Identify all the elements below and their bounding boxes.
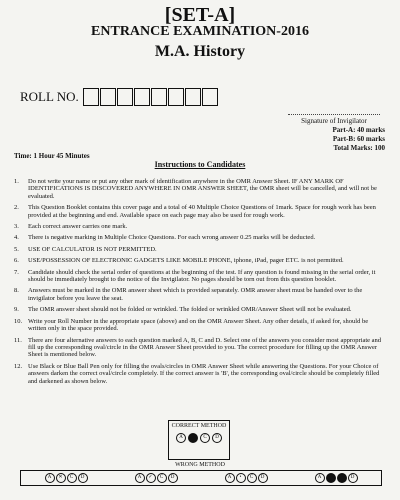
bubble-a: A: [225, 473, 235, 483]
total-marks: Total Marks: 100: [333, 144, 385, 152]
roll-box[interactable]: [134, 88, 150, 106]
instruction-item: 9. The OMR answer sheet should not be folded or wrinkled. The folded or wrinkled OMR/Answer Sheet will not be evaluated.: [14, 306, 352, 314]
wrong-example: [225, 473, 268, 483]
bubble-c: C: [247, 473, 257, 483]
wrong-example: [45, 473, 88, 483]
roll-box[interactable]: [100, 88, 116, 106]
instruction-item: 3. Each correct answer carries one mark.: [14, 223, 128, 231]
roll-box[interactable]: [185, 88, 201, 106]
instruction-item: 2. This Question Booklet contains this cover page and a total of 40 Multiple Choice Questions of 1mark. Space for rough work has been provided at the beginning and end. Available space on each page may also be used for rough work.: [14, 204, 376, 219]
instruction-item: 6. USE/POSSESSION OF ELECTRONIC GADGETS LIKE MOBILE PHONE, iphone, iPad, pager ETC. is not permitted.: [14, 257, 344, 265]
roll-box[interactable]: [202, 88, 218, 106]
instruction-item: 1. Do not write your name or put any other mark of identification anywhere in the OMR Answer Sheet. IF ANY MARK OF IDENTIFICATIONS IS DISCOVERED ANYWHERE IN OMR ANSWER SHEET, the OMR sheet will be cancelled, and will not be evaluated.: [14, 178, 377, 200]
bubble-a: A: [315, 473, 325, 483]
instruction-item: 5. USE OF CALCULATOR IS NOT PERMITTED.: [14, 245, 157, 253]
bubble-a: A: [45, 473, 55, 483]
bubble-a: A: [176, 433, 186, 443]
bubble-a: A: [135, 473, 145, 483]
bubble-d: D: [258, 473, 268, 483]
roll-box[interactable]: [151, 88, 167, 106]
instructions-title: Instructions to Candidates: [154, 160, 246, 169]
correct-method-label: CORRECT METHOD: [171, 423, 227, 429]
bubble-c: C: [67, 473, 77, 483]
roll-label: ROLL NO.: [20, 89, 79, 104]
bubble-d: D: [168, 473, 178, 483]
bubble-b-filled: [188, 433, 198, 443]
instruction-item: 10. Write your Roll Number in the appropriate space (above) and on the OMR Answer Sheet. Any other details, if asked for, should be written only in the space provided.: [14, 317, 369, 333]
part-a-marks: Part-A: 40 marks: [332, 126, 385, 134]
roll-box[interactable]: [83, 88, 99, 106]
time-label: Time: 1 Hour 45 Minutes: [14, 152, 90, 160]
signature-label: Signature of Invigilator: [288, 114, 380, 125]
bubble-d: D: [212, 433, 222, 443]
instruction-item: 7. Candidate should check the serial order of questions at the beginning of the test. If any question is found missing in the serial order, it should be immediately brought to the notice of the Invigilator. No pages should be torn out from this question booklet.: [14, 268, 376, 284]
part-b-marks: Part-B: 60 marks: [332, 135, 385, 143]
subject-title: M.A. History: [154, 43, 246, 60]
instruction-list: [14, 178, 386, 389]
marks-summary: [300, 126, 385, 153]
bubble-crossed: ✕: [56, 473, 66, 483]
wrong-method-label: WRONG METHOD: [175, 462, 225, 468]
bubble-d: D: [78, 473, 88, 483]
correct-method-box: [168, 420, 230, 460]
instruction-item: 8. Answers must be marked in the OMR answer sheet which is provided separately. OMR answer sheet must be handed over to the invigilator before you leave the seat.: [14, 287, 363, 302]
bubble-dotted: •: [236, 473, 246, 483]
bubble-ticked: ✓: [146, 473, 156, 483]
instruction-item: 4. There is negative marking in Multiple Choice Questions. For each wrong answer 0.25 marks will be deducted.: [14, 234, 316, 242]
bubble-d: D: [348, 473, 358, 483]
wrong-example: [315, 473, 358, 483]
bubble-c: C: [200, 433, 210, 443]
wrong-example: [135, 473, 178, 483]
instruction-item: 12. Use Black or Blue Ball Pen only for filling the ovals/circles in OMR Answer Sheet while answering the Questions. For your Choice of answers darken the correct oval/circle completely. If the correct answer is 'B', the corresponding oval/circle should be completely filled and darkened as shown below.: [14, 362, 380, 385]
bubble-c-filled: [337, 473, 347, 483]
roll-box[interactable]: [168, 88, 184, 106]
instruction-item: 11. There are four alternative answers to each question marked A, B, C and D. Select one of the answers you consider most appropriate and fill up the corresponding oval/circle in the OMR Answer Sheet provided to you. The correct procedure for filling up the OMR Answer Sheet is mentioned below.: [14, 336, 382, 359]
correct-bubbles: [169, 433, 229, 443]
bubble-c: C: [157, 473, 167, 483]
set-label: [SET-A]: [164, 4, 236, 26]
exam-title: ENTRANCE EXAMINATION-2016: [91, 24, 309, 39]
wrong-method-box: [20, 470, 382, 486]
bubble-b-filled: [326, 473, 336, 483]
roll-number-row: [20, 88, 219, 106]
roll-box[interactable]: [117, 88, 133, 106]
